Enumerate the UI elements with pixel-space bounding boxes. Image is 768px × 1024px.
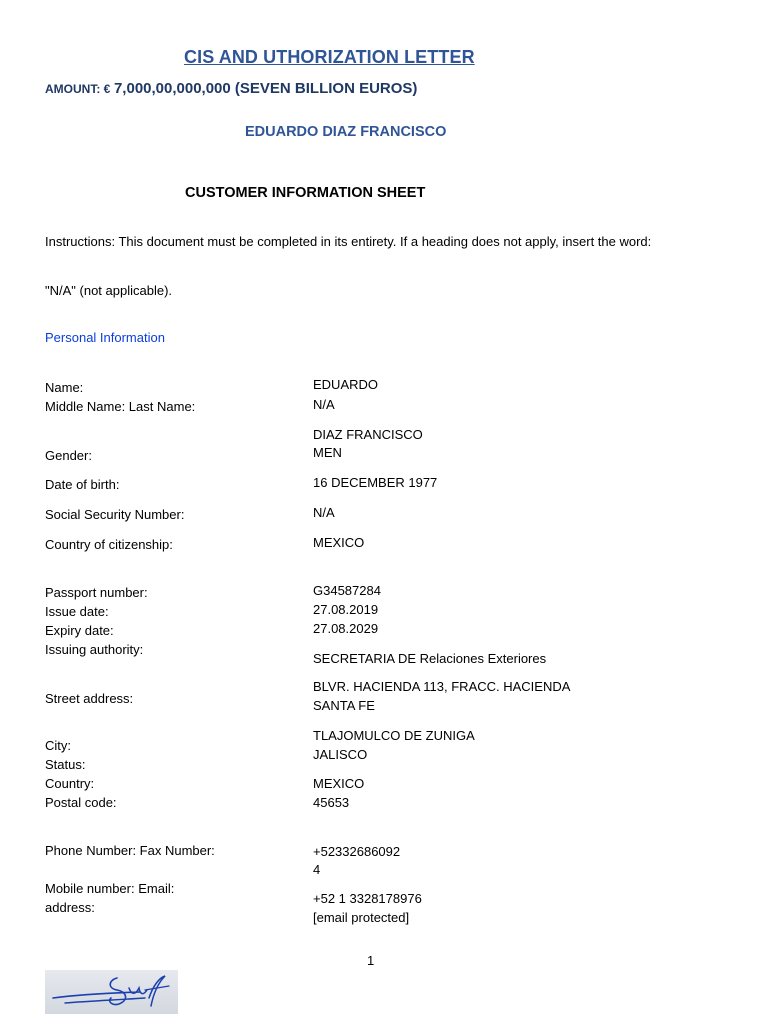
label-gender: Gender: bbox=[45, 448, 92, 463]
label-postal-code: Postal code: bbox=[45, 795, 117, 810]
label-passport-number: Passport number: bbox=[45, 585, 148, 600]
label-name: Name: bbox=[45, 380, 84, 395]
instructions-text: Instructions: This document must be completed in its entirety. If a heading does not apply, insert the word: bbox=[45, 234, 652, 249]
value-name: EDUARDO bbox=[313, 377, 379, 392]
label-middle-last-name: Middle Name: Last Name: bbox=[45, 399, 196, 414]
value-social-security-number: N/A bbox=[313, 505, 335, 520]
value-phone-number: +52332686092 bbox=[313, 844, 401, 859]
value-street-line-1: BLVR. HACIENDA 113, FRACC. HACIENDA bbox=[313, 679, 571, 694]
value-country-of-citizenship: MEXICO bbox=[313, 535, 365, 550]
label-date-of-birth: Date of birth: bbox=[45, 477, 120, 492]
signature-scribble bbox=[45, 970, 178, 1014]
value-street-line-2: SANTA FE bbox=[313, 698, 375, 713]
label-issuing-authority: Issuing authority: bbox=[45, 642, 144, 657]
value-fax-number: 4 bbox=[313, 862, 321, 877]
value-city: TLAJOMULCO DE ZUNIGA bbox=[313, 728, 475, 743]
value-passport-number: G34587284 bbox=[313, 583, 381, 598]
section-title-personal-information: Personal Information bbox=[45, 330, 165, 345]
label-country: Country: bbox=[45, 776, 95, 791]
page-number: 1 bbox=[367, 953, 375, 968]
label-street-address: Street address: bbox=[45, 691, 134, 706]
value-issuing-authority: SECRETARIA DE Relaciones Exteriores bbox=[313, 651, 547, 666]
label-country-of-citizenship: Country of citizenship: bbox=[45, 537, 173, 552]
value-date-of-birth: 16 DECEMBER 1977 bbox=[313, 475, 438, 490]
label-social-security-number: Social Security Number: bbox=[45, 507, 185, 522]
value-middle-name: N/A bbox=[313, 397, 335, 412]
sheet-title: CUSTOMER INFORMATION SHEET bbox=[185, 185, 426, 201]
label-expiry-date: Expiry date: bbox=[45, 623, 114, 638]
value-country: MEXICO bbox=[313, 776, 365, 791]
value-expiry-date: 27.08.2029 bbox=[313, 621, 379, 636]
value-issue-date: 27.08.2019 bbox=[313, 602, 379, 617]
amount-value: 7,000,00,000,000 (SEVEN BILLION EUROS) bbox=[113, 80, 418, 97]
label-status: Status: bbox=[45, 757, 86, 772]
letter-title: CIS AND UTHORIZATION LETTER bbox=[184, 47, 475, 67]
amount-line bbox=[45, 78, 417, 100]
label-issue-date: Issue date: bbox=[45, 604, 109, 619]
amount-label: AMOUNT: € bbox=[45, 82, 111, 96]
label-city: City: bbox=[45, 738, 71, 753]
value-mobile-number: +52 1 3328178976 bbox=[313, 891, 422, 906]
label-phone-fax-number: Phone Number: Fax Number: bbox=[45, 843, 215, 858]
value-last-name: DIAZ FRANCISCO bbox=[313, 427, 423, 442]
value-gender: MEN bbox=[313, 445, 342, 460]
na-note: "N/A" (not applicable). bbox=[45, 283, 173, 298]
person-name-heading: EDUARDO DIAZ FRANCISCO bbox=[245, 124, 447, 140]
handwritten-signature bbox=[45, 970, 178, 1014]
value-email-address: [email protected] bbox=[313, 910, 410, 925]
label-mobile-email: Mobile number: Email: address: bbox=[45, 881, 175, 915]
value-postal-code: 45653 bbox=[313, 795, 350, 810]
value-status: JALISCO bbox=[313, 747, 368, 762]
